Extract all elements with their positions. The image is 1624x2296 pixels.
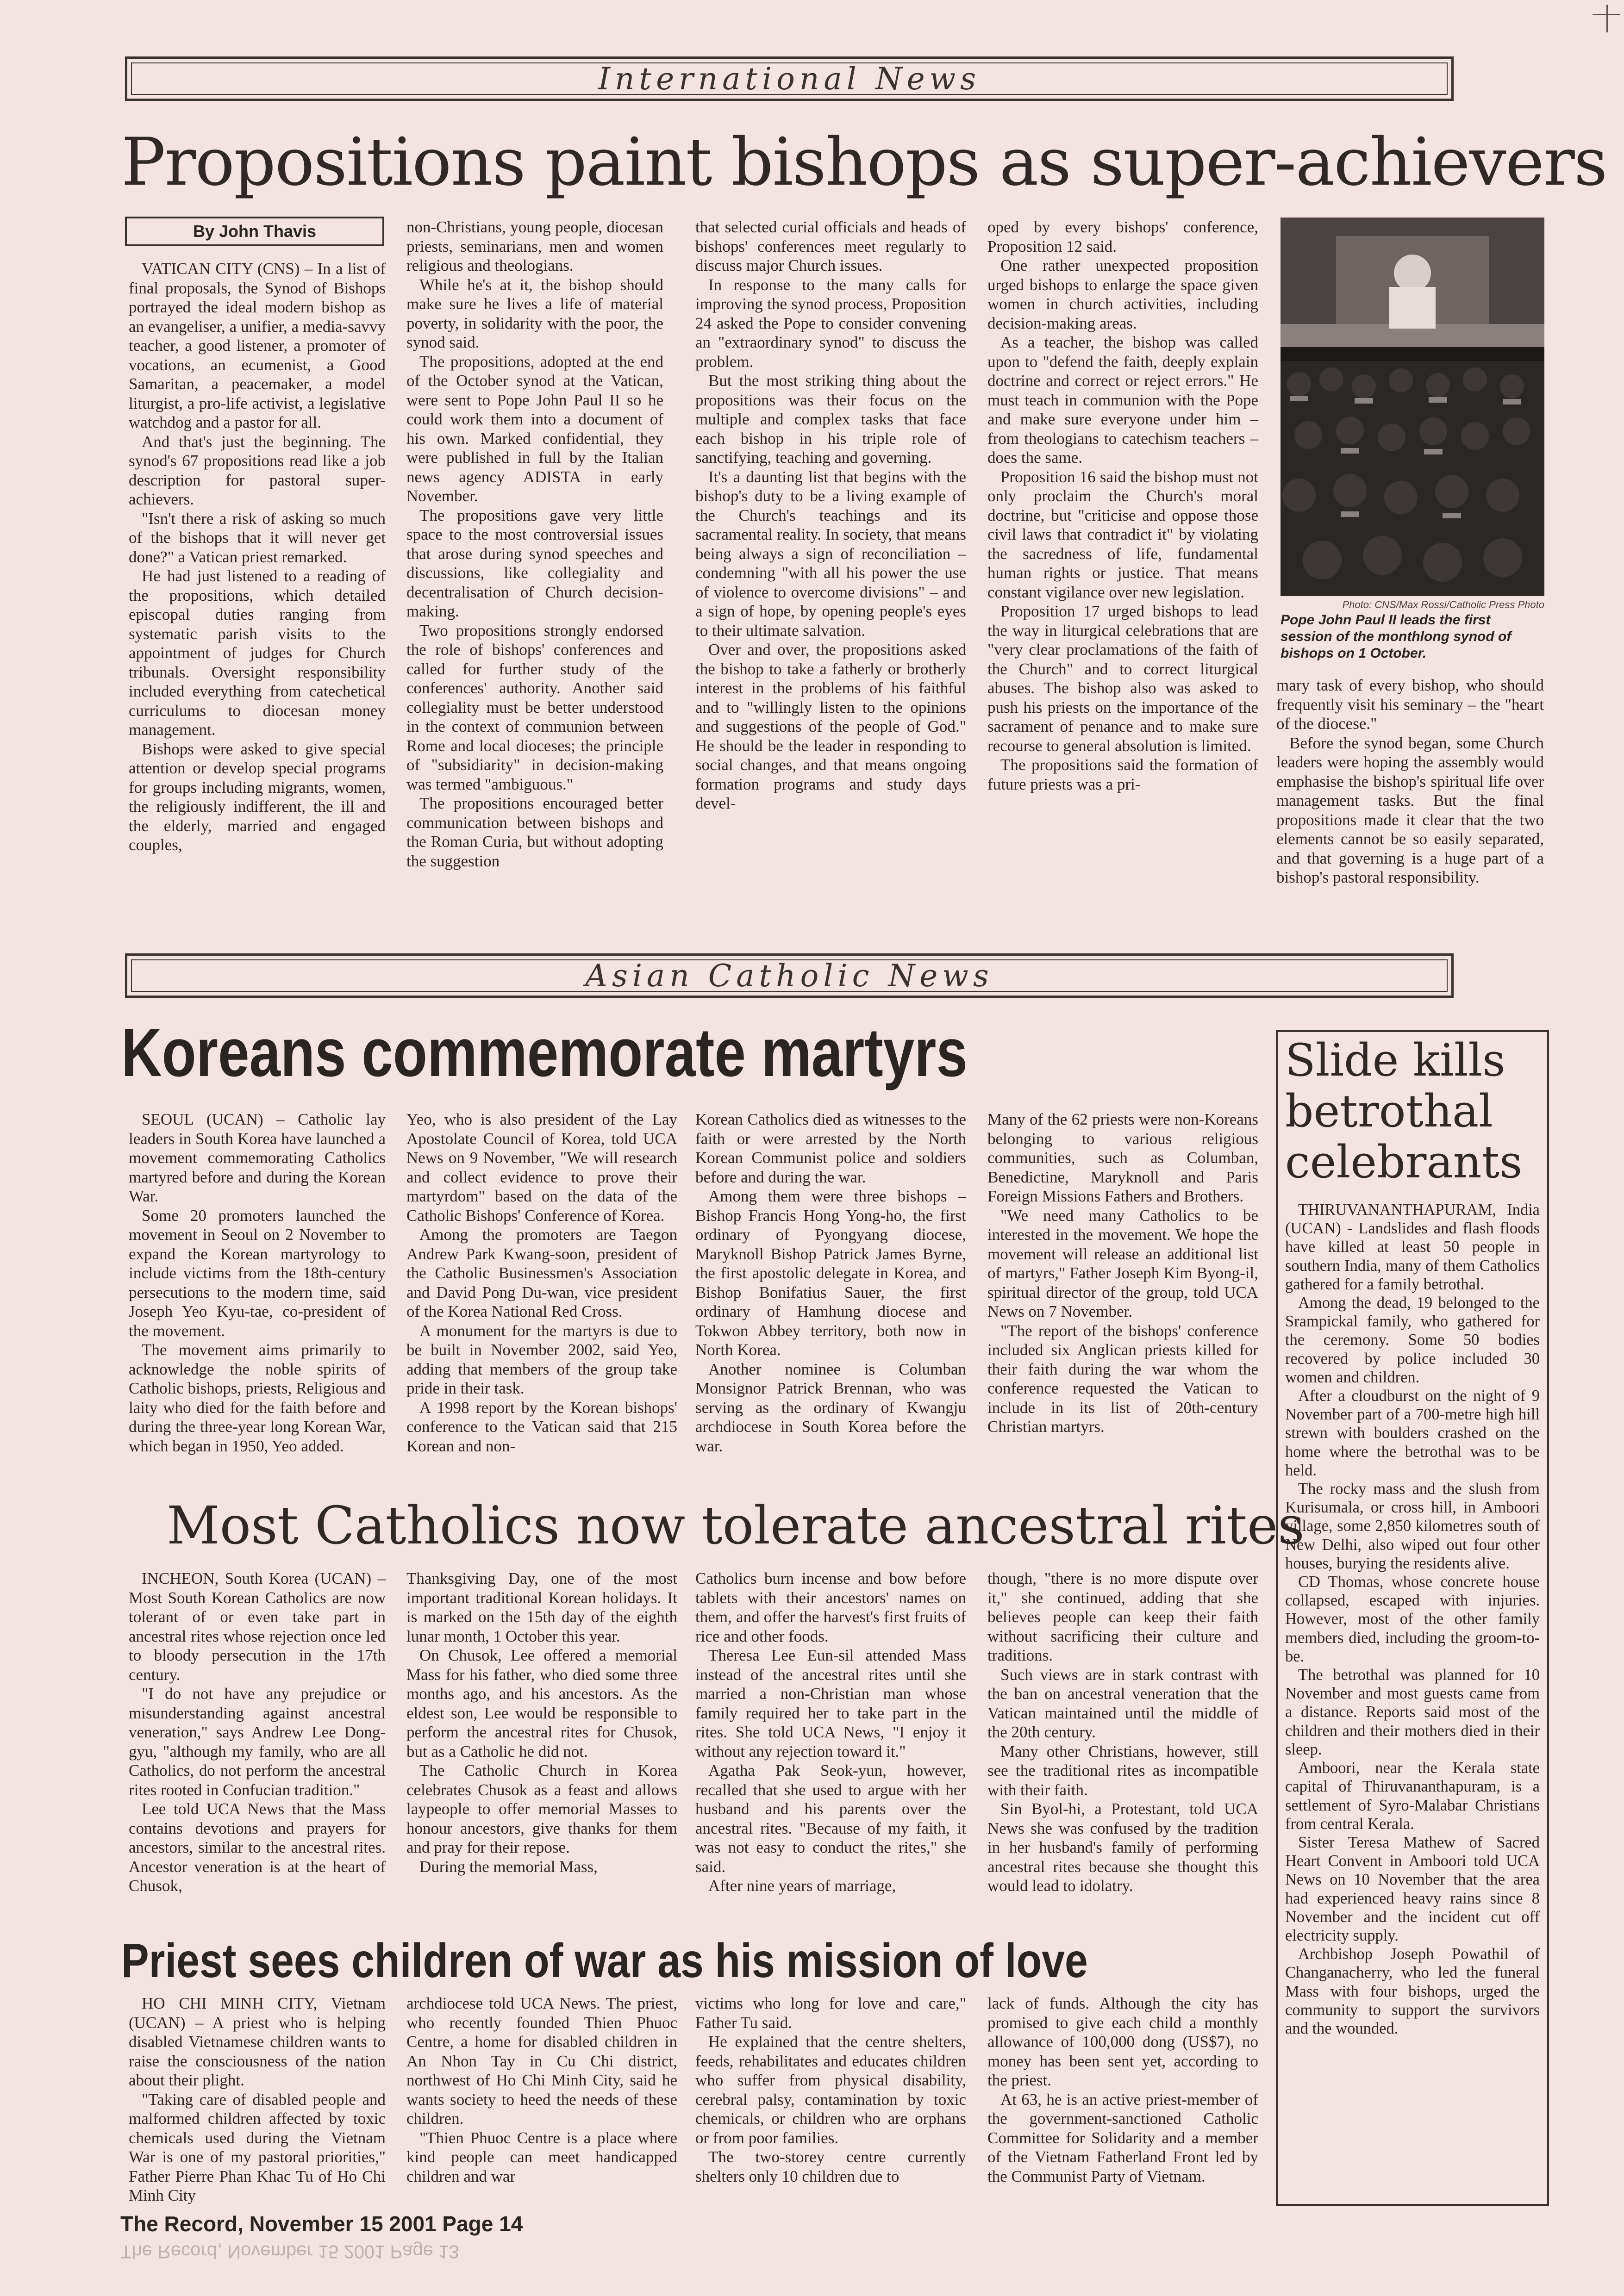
- paragraph: Proposition 16 said the bishop must not only proclaim the Church's moral doctrine, but "criticise and oppose those civil laws that contradict it" by violating the sacredness of life, fundamental human rights or justice. That means constant vigilance over new legislation.: [987, 467, 1258, 601]
- paragraph: victims who long for love and care," Father Tu said.: [695, 1994, 966, 2032]
- paragraph: The two-storey centre currently shelters only 10 children due to: [695, 2148, 966, 2185]
- paragraph: After nine years of marriage,: [708, 1877, 896, 1895]
- paragraph: A monument for the martyrs is due to be built in November 2002, said Yeo, adding that members of the group take pride in their task.: [406, 1321, 677, 1397]
- paragraph: Bishops were asked to give special attention or develop special programs for groups including migrants, women, the religiously indifferent, the ill and the elderly, married and engaged couples,: [129, 740, 386, 854]
- article-column: [406, 1569, 677, 1876]
- sidebar-headline: Slide kills betrothal celebrants: [1285, 1034, 1523, 1188]
- paragraph: Yeo, who is also president of the Lay Apostolate Council of Korea, told UCA News on 9 November, "We will research and collect evidence to prove their martyrdom" based on the data of the Catholic Bishops' Conference of Korea.: [406, 1110, 677, 1225]
- synod-photo: [1280, 218, 1544, 596]
- paragraph: SEOUL (UCAN) – Catholic lay leaders in South Korea have launched a movement commemorating Catholics martyred before and during the Korean War.: [129, 1110, 386, 1205]
- paragraph: Another nominee is Columban Monsignor Patrick Brennan, who was serving as the ordinary of Kwangju archdiocese in South Korea before the war.: [695, 1360, 966, 1455]
- paragraph: It's a daunting list that begins with the bishop's duty to be a living example of the Church's teachings and its sacramental reality. In society, that means being always a sign of reconciliation – condemning "with all his power the use of violence to overcome divisions" – and a sign of hope, by opening people's eyes to their ultimate salvation.: [695, 467, 966, 640]
- paragraph: VATICAN CITY (CNS) – In a list of final proposals, the Synod of Bishops portrayed the ideal modern bishop as an evangeliser, a unifier, a media-savvy teacher, a good listener, a promoter of vocations, an ecumenist, a Good Samaritan, a peacemaker, a model liturgist, a pro-life activist, a legislative watchdog and a pastor for all.: [129, 260, 386, 431]
- paragraph: The rocky mass and the slush from Kurisumala, or cross hill, in Amboori village, some 2,850 kilometres south of New Delhi, also wiped out four other houses, burying the residents alive.: [1285, 1480, 1540, 1572]
- paragraph: "We need many Catholics to be interested in the movement. We hope the movement will release an additional list of martyrs," Father Joseph Kim Byong-il, spiritual director of the group, told UCA News on 7 November.: [987, 1206, 1258, 1320]
- article-column: [987, 1994, 1258, 2186]
- crop-mark: [1606, 5, 1608, 32]
- paragraph: mary task of every bishop, who should frequently visit his seminary – the "heart of the diocese.": [1276, 676, 1544, 733]
- paragraph: "Thien Phuoc Centre is a place where kind people can meet handicapped children and war: [406, 2128, 677, 2185]
- article-column: [129, 259, 386, 855]
- paragraph: Among the promoters are Taegon Andrew Park Kwang-soon, president of the Catholic Businessmen's Association and David Pong Du-wan, vice president of the Korea National Red Cross.: [406, 1226, 677, 1320]
- paragraph: Thanksgiving Day, one of the most important traditional Korean holidays. It is marked on the 15th day of the eighth lunar month, 1 October this year.: [406, 1569, 677, 1645]
- paragraph: The propositions, adopted at the end of the October synod at the Vatican, were sent to Pope John Paul II so he could work them into a document of his own. Marked confidential, they were published in full by the Italian news agency ADISTA in early November.: [406, 352, 663, 505]
- headline-korean-martyrs: Koreans commemorate martyrs: [121, 1014, 968, 1091]
- article-column: [695, 1994, 966, 2186]
- paragraph: Many other Christians, however, still see the traditional rites as incompatible with their faith.: [987, 1742, 1258, 1799]
- crop-mark: [1593, 14, 1620, 15]
- article-column: [406, 218, 663, 871]
- paragraph: Among the dead, 19 belonged to the Srampickal family, who gathered for the ceremony. Some 50 bodies recovered by police included 30 women and children.: [1285, 1294, 1540, 1386]
- paragraph: A 1998 report by the Korean bishops' conference to the Vatican said that 215 Korean and non-: [406, 1398, 677, 1455]
- article-column: [406, 1110, 677, 1456]
- paragraph: The movement aims primarily to acknowledge the noble spirits of Catholic bishops, priests, Religious and laity who died for the faith before and during the three-year long Korean War, which began in 1950, Yeo added.: [129, 1341, 386, 1455]
- paragraph: "Isn't there a risk of asking so much of the bishops that it will never get done?" a Vatican priest remarked.: [129, 509, 386, 566]
- paragraph: Some 20 promoters launched the movement in Seoul on 2 November to expand the Korean martyrology to include victims from the 18th-century persecutions to the modern time, said Joseph Yeo Kyu-tae, co-president of the movement.: [129, 1206, 386, 1340]
- paragraph: Sin Byol-hi, a Protestant, told UCA News she was confused by the tradition in her husband's family of performing ancestral rites because she thought this would lead to idolatry.: [987, 1800, 1258, 1895]
- sidebar-column: [1285, 1201, 1540, 2038]
- paragraph: But the most striking thing about the propositions was their focus on the multiple and complex tasks that face each bishop in his triple role of sanctifying, teaching and governing.: [695, 372, 966, 467]
- paragraph: After a cloudburst on the night of 9 November part of a 700-metre high hill strewn with boulders crashed on the home where the betrothal was to be held.: [1285, 1387, 1540, 1479]
- article-column: [129, 1994, 386, 2205]
- paragraph: Archbishop Joseph Powathil of Changanacherry, who led the funeral Mass with four bishops, urged the community to support the survivors and the wounded.: [1285, 1945, 1540, 2037]
- paragraph: oped by every bishops' conference, Proposition 12 said.: [987, 218, 1258, 255]
- section-banner-asian: [125, 953, 1454, 998]
- paragraph: As a teacher, the bishop was called upon to "defend the faith, deeply explain doctrine and correct or reject errors." He must teach in communion with the Pope and make sure everyone under him – from theologians to catechism teachers – does the same.: [987, 333, 1258, 467]
- paragraph: Lee told UCA News that the Mass contains devotions and prayers for ancestors, similar to the ancestral rites. Ancestor veneration is at the heart of Chusok,: [129, 1800, 386, 1895]
- photo-caption: Pope John Paul II leads the first session of the monthlong synod of bishops on 1 October.: [1280, 612, 1512, 661]
- paragraph: During the memorial Mass,: [419, 1857, 598, 1876]
- paragraph: He explained that the centre shelters, feeds, rehabilitates and educates children who suffer from physical disability, cerebral palsy, contamination by toxic chemicals, or children who are orphans or from poor families.: [695, 2033, 966, 2147]
- paragraph: Many of the 62 priests were non-Koreans belonging to various religious communities, such as Columban, Benedictine, Maryknoll and Paris Foreign Missions Fathers and Brothers.: [987, 1110, 1258, 1205]
- paragraph: Two propositions strongly endorsed the role of bishops' conferences and called for further study of the conferences' authority. Another said collegiality must be better understood in the context of communion between Rome and local dioceses; the principle of "subsidiarity" in decision-making was termed "ambiguous.": [406, 621, 663, 793]
- section-title: International News: [598, 61, 981, 97]
- paragraph: Sister Teresa Mathew of Sacred Heart Convent in Amboori told UCA News on 10 November that the area had experienced heavy rains since 8 November and the incident cut off electricity supply.: [1285, 1833, 1540, 1944]
- headline-propositions: Propositions paint bishops as super-achievers: [121, 124, 1607, 200]
- article-column: [695, 218, 966, 813]
- paragraph: On Chusok, Lee offered a memorial Mass for his father, who died some three months ago, and his ancestors. As the eldest son, Lee would be responsible to perform the ancestral rites for Chusok, but as a Catholic he did not.: [406, 1646, 677, 1761]
- paragraph: Catholics burn incense and bow before tablets with their ancestors' names on them, and offer the harvest's first fruits of rice and other foods.: [695, 1569, 966, 1645]
- article-column: [987, 1569, 1258, 1896]
- paragraph: Over and over, the propositions asked the bishop to take a fatherly or brotherly interest in the problems of his faithful and to "willingly listen to the opinions and suggestions of the people of God." He should be the leader in responding to social changes, and that means ongoing formation programs and study days devel-: [695, 641, 966, 812]
- paragraph: Such views are in stark contrast with the ban on ancestral veneration that the Vatican maintained until the middle of the 20th century.: [987, 1665, 1258, 1741]
- paragraph: archdiocese told UCA News. The priest, who recently founded Thien Phuoc Centre, a home for disabled children in An Nhon Tay in Cu Chi district, northwest of Ho Chi Minh City, said he wants society to heed the needs of these children.: [406, 1994, 677, 2128]
- article-column: [987, 218, 1258, 794]
- paragraph: Theresa Lee Eun-sil attended Mass instead of the ancestral rites until she married a non-Christian man whose family required her to take part in the rites. She told UCA News, "I enjoy it without any rejection toward it.": [695, 1646, 966, 1761]
- paragraph: though, "there is no more dispute over it," she continued, adding that she believes people can keep their faith without sacrificing their culture and traditions.: [987, 1569, 1258, 1664]
- paragraph: "The report of the bishops' conference included six Anglican priests killed for their faith during the war whom the conference requested the Vatican to include in its list of 20th-century Christian martyrs.: [987, 1321, 1258, 1436]
- paragraph: One rather unexpected proposition urged bishops to enlarge the space given women in church activities, including decision-making areas.: [987, 256, 1258, 332]
- bleed-through-text: The Record, November 15 2001 Page 13: [120, 2241, 459, 2262]
- paragraph: "I do not have any prejudice or misunderstanding against ancestral veneration," says Andrew Lee Dong-gyu, "although my family, who are all Catholics, do not perform the ancestral rites rooted in Confucian tradition.": [129, 1685, 386, 1799]
- paragraph: Agatha Pak Seok-yun, however, recalled that she used to argue with her husband and his parents over the ancestral rites. "Because of my faith, it was not easy to conduct the rites," she said.: [695, 1761, 966, 1876]
- paragraph: Before the synod began, some Church leaders were hoping the assembly would emphasise the bishop's spiritual life over management tasks. But the final propositions made it clear that the two elements cannot be so easily separated, and that governing is a huge part of a bishop's pastoral responsibility.: [1276, 734, 1544, 886]
- paragraph: THIRUVANANTHAPURAM, India (UCAN) - Landslides and flash floods have killed at least 50 people in southern India, many of them Catholics gathered for a family betrothal.: [1285, 1201, 1540, 1293]
- byline: By John Thavis: [125, 217, 384, 246]
- paragraph: Proposition 17 urged bishops to lead the way in liturgical celebrations that are "very clear proclamations of the faith of the Church" and to correct liturgical abuses. The bishop also was asked to push his priests on the importance of the sacrament of penance and to make sure recourse to general absolution is limited.: [987, 602, 1258, 755]
- section-title: Asian Catholic News: [585, 958, 993, 994]
- headline-priest-mission: Priest sees children of war as his mission of love: [121, 1934, 1088, 1988]
- paragraph: Korean Catholics died as witnesses to the faith or were arrested by the North Korean Communist police and soldiers before and during the war.: [695, 1110, 966, 1186]
- headline-ancestral-rites: Most Catholics now tolerate ancestral rites: [167, 1496, 1305, 1556]
- paragraph: In response to the many calls for improving the synod process, Proposition 24 asked the Pope to consider convening an "extraordinary synod" to discuss the problem.: [695, 275, 966, 371]
- paragraph: "Taking care of disabled people and malformed children affected by toxic chemicals used during the Vietnam War is one of my pastoral priorities," Father Pierre Phan Khac Tu of Ho Chi Minh City: [129, 2090, 386, 2204]
- paragraph: The propositions gave very little space to the most controversial issues that arose during synod speeches and discussions, like collegiality and decentralisation of Church decision-making.: [406, 506, 663, 620]
- paragraph: CD Thomas, whose concrete house collapsed, escaped with injuries. However, most of the other family members died, including the groom-to-be.: [1285, 1573, 1540, 1665]
- paragraph: While he's at it, the bishop should make sure he lives a life of material poverty, in solidarity with the poor, the synod said.: [406, 275, 663, 351]
- paragraph: lack of funds. Although the city has promised to give each child a monthly allowance of 100,000 dong (US$7), no money has been sent yet, according to the priest.: [987, 1994, 1258, 2089]
- paragraph: Amboori, near the Kerala state capital of Thiruvananthapuram, is a settlement of Syro-Malabar Christians from central Kerala.: [1285, 1759, 1540, 1833]
- article-column: [1276, 676, 1544, 887]
- article-column: [695, 1569, 966, 1896]
- article-column: [695, 1110, 966, 1456]
- paragraph: The Catholic Church in Korea celebrates Chusok as a feast and allows laypeople to offer memorial Masses to honour ancestors, give thanks for them and pray for their repose.: [406, 1761, 677, 1856]
- paragraph: He had just listened to a reading of the propositions, which detailed episcopal duties ranging from systematic parish visits to the appointment of judges for Church tribunals. Oversight responsibility included everything from catechetical curriculums to diocesan money management.: [129, 567, 386, 739]
- photo-illustration: [1280, 218, 1544, 596]
- paragraph: INCHEON, South Korea (UCAN) – Most South Korean Catholics are now tolerant of or even take part in ancestral rites whose rejection once led to bloody persecution in the 17th century.: [129, 1569, 386, 1684]
- paragraph: The propositions said the formation of future priests was a pri-: [987, 756, 1258, 793]
- paragraph: The betrothal was planned for 10 November and most guests came from a distance. Reports said most of the children and their mothers died in their sleep.: [1285, 1666, 1540, 1758]
- article-column: [129, 1110, 386, 1456]
- section-banner-international: [125, 56, 1454, 101]
- paragraph: And that's just the beginning. The synod's 67 propositions read like a job description for pastoral super-achievers.: [129, 432, 386, 508]
- photo-credit: Photo: CNS/Max Rossi/Catholic Press Photo: [1342, 599, 1544, 610]
- paragraph: HO CHI MINH CITY, Vietnam (UCAN) – A priest who is helping disabled Vietnamese children wants to raise the consciousness of the nation about their plight.: [129, 1994, 386, 2089]
- paragraph: Among them were three bishops – Bishop Francis Hong Yong-ho, the first ordinary of Pyongyang diocese, Maryknoll Bishop Patrick James Byrne, the first apostolic delegate in Korea, and Bishop Bonifatius Sauer, the first ordinary of Hamhung diocese and Tokwon Abbey territory, both now in North Korea.: [695, 1187, 966, 1359]
- paragraph: that selected curial officials and heads of bishops' conferences meet regularly to discuss major Church issues.: [695, 218, 966, 274]
- paragraph: At 63, he is an active priest-member of the government-sanctioned Catholic Committee for Solidarity and a member of the Vietnam Fatherland Front led by the Communist Party of Vietnam.: [987, 2090, 1258, 2185]
- article-column: [406, 1994, 677, 2186]
- article-column: [987, 1110, 1258, 1437]
- page-footer: The Record, November 15 2001 Page 14: [120, 2212, 523, 2236]
- article-column: [129, 1569, 386, 1896]
- paragraph: non-Christians, young people, diocesan priests, seminarians, men and women religious and theologians.: [406, 218, 663, 274]
- paragraph: The propositions encouraged better communication between bishops and the Roman Curia, but without adopting the suggestion: [406, 794, 663, 870]
